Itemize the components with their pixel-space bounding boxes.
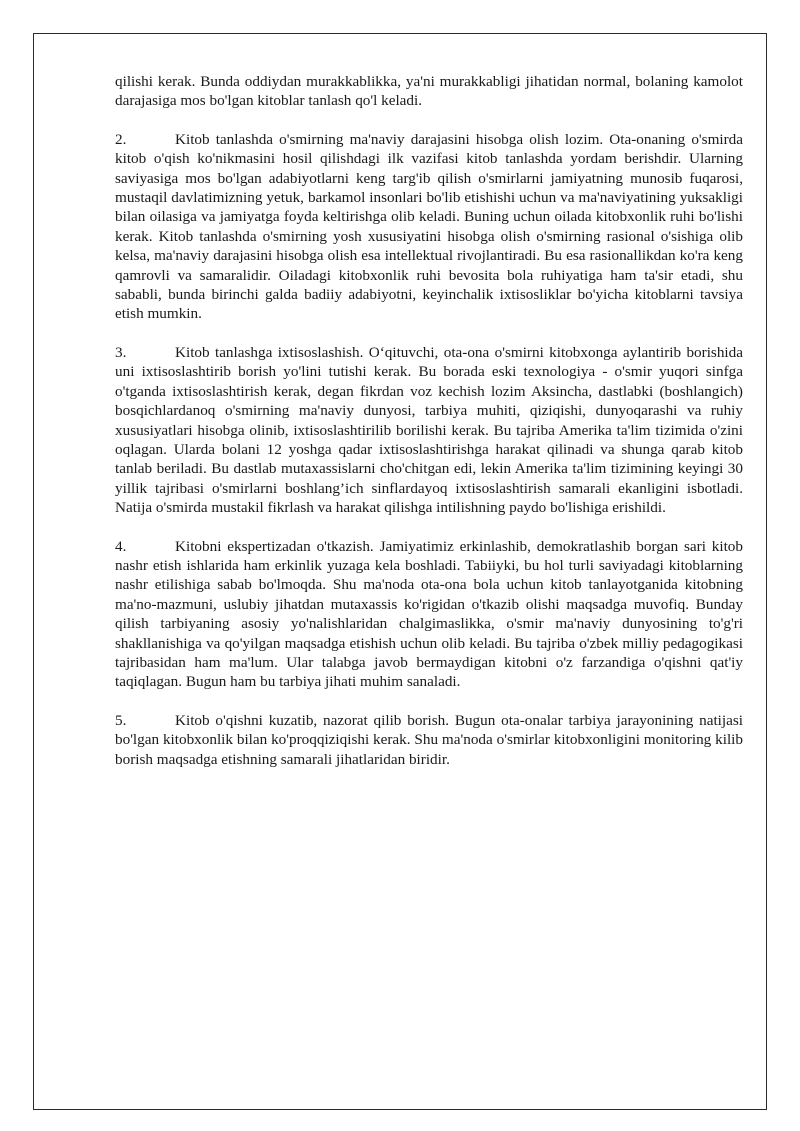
paragraph-text: Kitob tanlashda o'smirning ma'naviy darajasini hisobga olish lozim. Ota-onaning o'smirda kitob o'qish ko'nikmasini hosil qilishdagi ilk vazifasi kitob tanlashda yordam berishdir. Ularning saviyasiga mos bo'lgan adabiyotlarni keng targ'ib qilish o'smirlarni jamiyatning munosib fuqarosi, mustaqil davlatimizning yetuk, barkamol insonlari bo'lib etishishi uchun va ma'naviyatining yuksakligi bilan oilasiga va jamiyatga foyda keltirishga olib keladi. Buning uchun oilada kitobxonlik ruhi bo'lishi kerak. Kitob tanlashda o'smirning yosh xususiyatini hisobga olish o'smirning rasional o'sishiga olib kelsa, ma'naviy darajasini hisobga olish esa intellektual rivojlantiradi. Bu esa rasionallikdan ko'ra keng qamrovli va samaralidir. Oiladagi kitobxonlik ruhi bevosita bola ruhiyatiga ham ta'sir etadi, shu sababli, bunda birinchi galda badiiy adabiyotni, keyinchalik ixtisosliklar bo'yicha kitoblarni tavsiya etish mumkin. (115, 130, 743, 323)
document-body (115, 72, 743, 769)
item-number: 4. (115, 537, 127, 555)
paragraph-text: Kitobni ekspertizadan o'tkazish. Jamiyatimiz erkinlashib, demokratlashib borgan sari kitob nashr etish ishlarida ham erkinlik yuzaga kela boshladi. Tabiiyki, bu hol turli saviyadagi kitoblarning nashr etilishiga sabab bo'lmoqda. Shu ma'noda ota-ona bola uchun kitob tanlayotganida kitobning ma'no-mazmuni, uslubiy jihatdan mutaxassis ko'rigidan o'tkazib olishi maqsadga muvofiq. Bunday qilish tarbiyaning asosiy yo'nalishlaridan chalgimaslikka, o'smir ma'naviy dunyosining to'g'ri shakllanishiga va qo'yilgan maqsadga etishish uchun olib keladi. Bu tajriba o'zbek milliy pedagogikasi tajribasidan ham ma'lum. Ular talabga javob bermaydigan kitobni o'z farzandiga o'qishni qat'iy taqiqlagan. Bugun ham bu tarbiya jihati muhim sanaladi. (115, 537, 743, 691)
paragraph-spacer (115, 518, 743, 537)
paragraph-text: qilishi kerak. Bunda oddiydan murakkablikka, ya'ni murakkabligi jihatidan normal, bolaning kamolot darajasiga mos bo'lgan kitoblar tanlash qo'l keladi. (115, 73, 743, 110)
item-number: 2. (115, 130, 127, 148)
item-number: 3. (115, 343, 127, 361)
paragraph-2 (115, 130, 743, 324)
paragraph-5 (115, 711, 743, 769)
paragraph-text: Kitob tanlashga ixtisoslashish. O‘qituvchi, ota-ona o'smirni kitobxonga aylantirib borishida uni ixtisoslashtirib borish yo'lini tutishi kerak. Bu borada eski texnologiya - o'smir yuqori sinfga o'tganda ixtisoslashtirish kerak, degan fikrdan voz kechish lozim Aksincha, dastlabki (boshlangich) bosqichlardanoq o'smirning ma'naviy dunyosi, tarbiya muhiti, qiziqishi, dunyoqarashi va ruhiy xususiyatlari hisobga olinib, ixtisoslashtirilib borilishi kerak. Bu tajriba Amerika ta'lim tizimida o'zini oqlagan. Ularda bolani 12 yoshga qadar ixtisoslashtirishga harakat qilinadi va shunga qarab kitob tanlab beriladi. Bu dastlab mutaxassislarni cho'chitgan edi, lekin Amerika ta'lim tizimining keyingi 30 yillik tajribasi o'smirlarni boshlang’ich sinflardayoq ixtisoslashtirish samarali ekanligini isbotladi. Natija o'smirda mustakil fikrlash va harakat qilishga intilishning paydo bo'lishiga erishildi. (115, 343, 743, 517)
paragraph-3 (115, 343, 743, 518)
paragraph-spacer (115, 692, 743, 711)
paragraph-4 (115, 537, 743, 692)
paragraph-text: Kitob o'qishni kuzatib, nazorat qilib borish. Bugun ota-onalar tarbiya jarayonining natijasi bo'lgan kitobxonlik bilan ko'proqqiziqishi kerak. Shu ma'noda o'smirlar kitobxonligini monitoring kilib borish maqsadga etishning samarali jihatlaridan biridir. (115, 711, 743, 768)
paragraph-spacer (115, 111, 743, 130)
paragraph-spacer (115, 324, 743, 343)
paragraph-1 (115, 72, 743, 111)
item-number: 5. (115, 711, 127, 729)
